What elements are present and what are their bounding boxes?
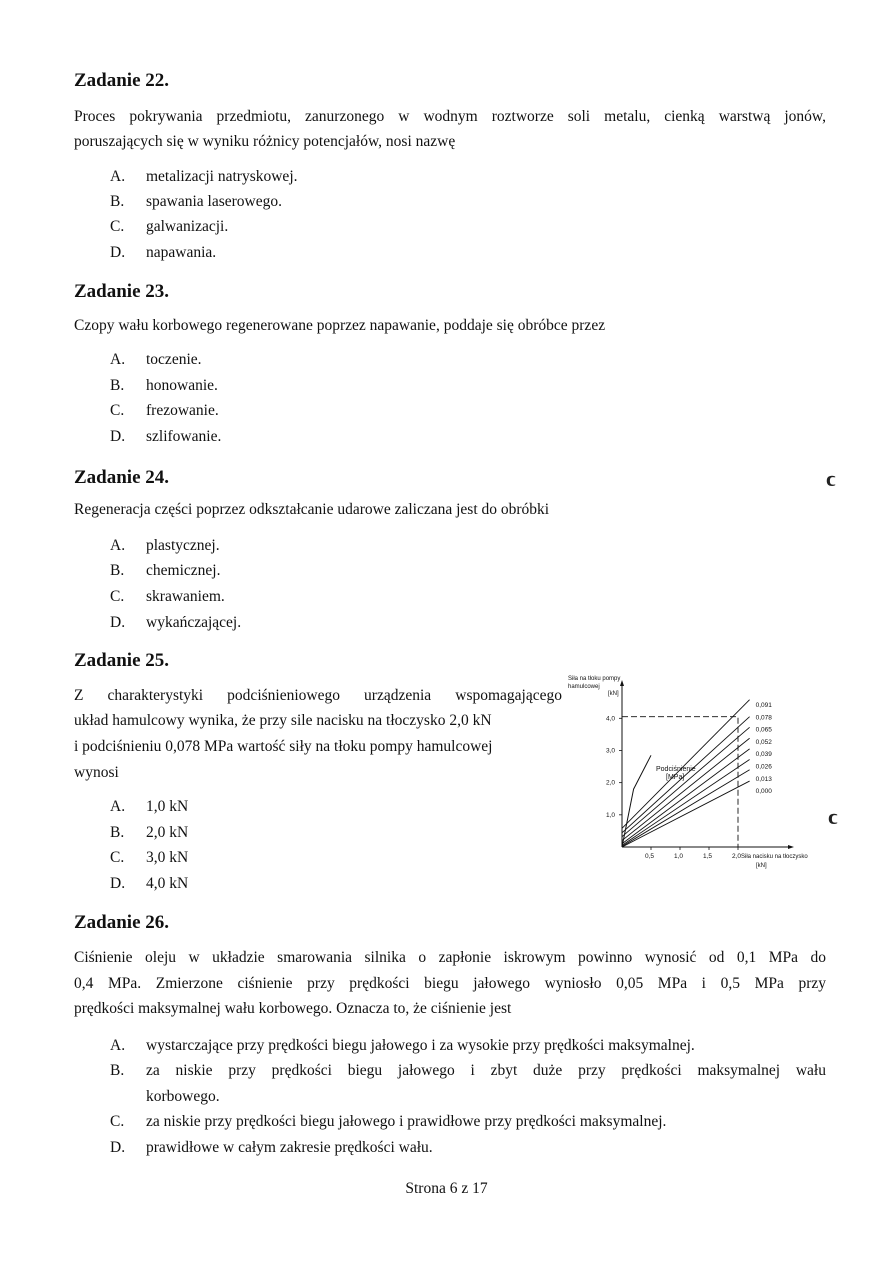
- chart-series-line-3: [622, 738, 750, 840]
- chart-series-label-6: 0,013: [755, 775, 772, 783]
- chart-series-label-4: 0,039: [755, 751, 772, 759]
- q25-line4: wynosi: [74, 764, 119, 781]
- chart-series-line-2: [622, 727, 750, 836]
- q22-line1: Proces pokrywania przedmiotu, zanurzonego w wodnym roztworze soli metalu, cienką warstwą jonów,: [74, 108, 826, 125]
- chart-xlabel-unit: [kN]: [756, 863, 767, 869]
- q25-title: Zadanie 25.: [74, 650, 170, 671]
- margin-mark-2: ϲ: [828, 804, 838, 829]
- chart-y-tick-label: 4,0: [606, 715, 616, 723]
- q25-line1: Z charakterystyki podciśnieniowego urządzenia wspomagającego: [74, 687, 562, 704]
- chart-series-label-0: 0,091: [755, 702, 772, 709]
- chart-x-axis-arrow: [788, 845, 794, 849]
- chart-series-label-5: 0,026: [755, 763, 772, 771]
- q26-line3: prędkości maksymalnej wału korbowego. Oznacza to, że ciśnienie jest: [74, 1000, 512, 1017]
- q24-line1: Regeneracja części poprzez odkształcanie udarowe zaliczana jest do obróbki: [74, 501, 550, 518]
- chart-inner-label-line2: [MPa]: [666, 774, 685, 781]
- q22-line2: poruszających się w wyniku różnicy potencjałów, nosi nazwę: [74, 133, 456, 150]
- q23-line1: Czopy wału korbowego regenerowane poprzez napawanie, poddaje się obróbce przez: [74, 317, 606, 334]
- chart-series-line-7: [622, 781, 750, 847]
- q26-title: Zadanie 26.: [74, 912, 170, 933]
- chart-series-label-7: 0,000: [755, 788, 772, 796]
- chart-series-label-1: 0,078: [755, 714, 772, 722]
- chart-series-line-4: [622, 749, 750, 844]
- chart-x-tick-label: 0,5: [645, 853, 655, 860]
- chart-ylabel-line1: Siła na tłoku pompy: [568, 676, 621, 682]
- chart-x-tick-label: 1,5: [703, 853, 713, 860]
- margin-mark-1: ϲ: [826, 466, 836, 491]
- chart-y-tick-label: 1,0: [606, 811, 616, 819]
- q22-title: Zadanie 22.: [74, 70, 170, 91]
- q24-title: Zadanie 24.: [74, 467, 170, 488]
- q25-line2: układ hamulcowy wynika, że przy sile nacisku na tłoczysko 2,0 kN: [74, 712, 492, 729]
- chart-series-label-3: 0,052: [755, 738, 772, 746]
- chart-xlabel-line1: Siła nacisku na tłoczysko: [741, 854, 808, 860]
- q25-line3: i podciśnieniu 0,078 MPa wartość siły na tłoku pompy hamulcowej: [74, 738, 493, 755]
- chart-x-tick-label: 2,0: [732, 853, 742, 860]
- q26-line1: Ciśnienie oleju w układzie smarowania silnika o zapłonie iskrowym powinno wynosić od 0,1 MPa do: [74, 949, 826, 966]
- q23-title: Zadanie 23.: [74, 281, 170, 302]
- chart-ylabel-unit: [kN]: [608, 691, 619, 697]
- q26-line2: 0,4 MPa. Zmierzone ciśnienie przy prędkości biegu jałowego wyniosło 0,05 MPa i 0,5 MPa przy: [74, 975, 826, 992]
- chart-y-tick-label: 2,0: [606, 779, 616, 787]
- booster-characteristic-chart: [560, 668, 850, 878]
- chart-series-label-2: 0,065: [755, 726, 772, 734]
- chart-series-line-0: [622, 700, 750, 829]
- page-footer: Strona 6 z 17: [405, 1180, 488, 1197]
- chart-inner-label-line1: Podciśnienie: [656, 766, 696, 773]
- chart-y-axis-arrow: [620, 680, 624, 686]
- chart-x-tick-label: 1,0: [674, 853, 684, 860]
- chart-ylabel-line2: hamulcowej: [568, 684, 600, 690]
- chart-y-tick-label: 3,0: [606, 747, 616, 755]
- chart-series-line-6: [622, 770, 750, 847]
- chart-reference-line: [622, 717, 738, 847]
